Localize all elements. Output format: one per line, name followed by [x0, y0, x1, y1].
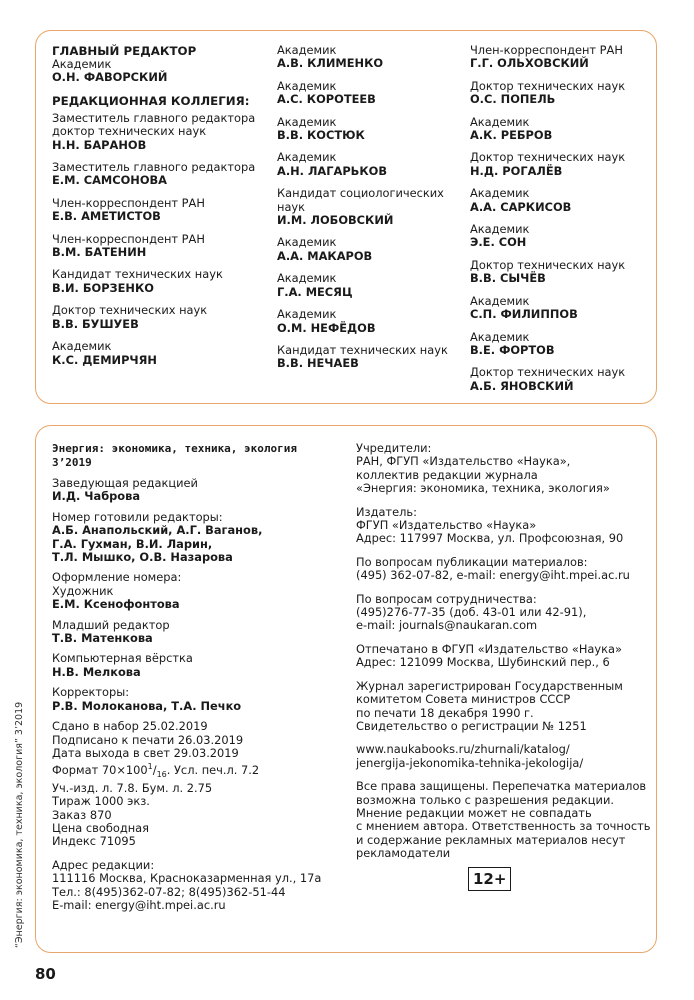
member-name: А.Б. ЯНОВСКИЙ — [470, 378, 574, 393]
member-title: Член-корреспондент РАН — [470, 43, 623, 57]
chief-heading: ГЛАВНЫЙ РЕДАКТОР — [52, 44, 197, 58]
member-title: Заместитель главного редактора — [52, 160, 256, 175]
artist-label: Художник — [52, 583, 114, 598]
chief-editor — [52, 58, 277, 85]
artist-name: Е.М. Ксенофонтова — [52, 597, 180, 612]
member-name: О.М. НЕФЁДОВ — [277, 320, 376, 335]
printed-line: Адрес: 121099 Москва, Шубинский пер., 6 — [356, 655, 610, 670]
print-run: Тираж 1000 экз. — [52, 794, 150, 809]
release-date: Дата выхода в свет 29.03.2019 — [52, 745, 239, 760]
rights-notice — [356, 780, 654, 860]
board-member — [277, 80, 467, 107]
managing-editor-label: Заведующая редакцией — [52, 476, 198, 490]
member-title: Академик — [277, 114, 337, 129]
address-line: 111116 Москва, Красноказарменная ул., 17а — [52, 871, 322, 886]
website — [356, 743, 654, 770]
junior-editor-label: Младший редактор — [52, 617, 170, 632]
member-name: В.В. НЕЧАЕВ — [277, 356, 359, 371]
member-name: И.М. ЛОБОВСКИЙ — [277, 213, 394, 228]
correctors-names: Р.В. Молоканова, Т.А. Печко — [52, 698, 242, 713]
member-name: Е.В. АМЕТИСТОВ — [52, 209, 161, 224]
member-name: Е.М. САМСОНОВА — [52, 173, 168, 188]
correctors — [52, 686, 352, 713]
printed-line: Отпечатано в ФГУП «Издательство «Наука» — [356, 641, 622, 656]
board-member — [52, 304, 277, 331]
publisher-sheets: Уч.-изд. л. 7.8. Бум. л. 2.75 — [52, 780, 213, 795]
registration-line: Журнал зарегистрирован Государственным — [356, 678, 623, 693]
subscription-index: Индекс 71095 — [52, 834, 136, 849]
member-name: В.В. КОСТЮК — [277, 128, 365, 143]
issue-editors-line: А.Б. Анапольский, А.Г. Ваганов, — [52, 523, 263, 538]
junior-editor-name: Т.В. Матенкова — [52, 631, 153, 646]
board-member — [470, 44, 655, 71]
board-member — [52, 233, 277, 260]
layout-designer — [52, 652, 352, 679]
member-title: Кандидат социологических наук — [277, 186, 444, 214]
member-name: О.Н. ФАВОРСКИЙ — [52, 70, 168, 85]
member-title: Доктор технических наук — [470, 78, 626, 93]
junior-editor — [52, 619, 352, 646]
managing-editor-name: И.Д. Чаброва — [52, 489, 141, 504]
publisher — [356, 506, 654, 546]
board-member — [470, 187, 655, 214]
board-member — [52, 161, 277, 188]
member-title: Академик — [470, 114, 530, 129]
registration — [356, 680, 654, 734]
correctors-label: Корректоры: — [52, 685, 130, 700]
cooperation-question: По вопросам сотрудничества: — [356, 591, 537, 606]
rights-line: рекламодатели — [356, 846, 451, 861]
board-member — [277, 187, 467, 227]
board-member — [277, 236, 467, 263]
member-title: Академик — [277, 235, 337, 250]
member-title: Академик — [277, 150, 337, 165]
founders — [356, 442, 654, 496]
email: E-mail: energy@iht.mpei.ac.ru — [52, 898, 226, 913]
member-name: А.В. КЛИМЕНКО — [277, 56, 384, 71]
member-name: О.С. ПОПЕЛЬ — [470, 92, 556, 107]
address-label: Адрес редакции: — [52, 857, 155, 872]
rights-line: Все права защищены. Перепечатка материалов — [356, 779, 647, 794]
price: Цена свободная — [52, 821, 149, 836]
member-name: А.С. КОРОТЕЕВ — [277, 92, 376, 107]
running-footer-vertical: “Энергия: экономика, техника, экология” 3’2019 — [14, 701, 25, 948]
rights-line: Мнение редакции может не совпадать — [356, 805, 592, 820]
member-name: В.М. БАТЕНИН — [52, 245, 147, 260]
format-suffix: . Усл. печ.л. 7.2 — [166, 763, 260, 778]
member-name: К.С. ДЕМИРЧЯН — [52, 352, 157, 367]
board-member — [470, 366, 655, 393]
member-name: В.В. СЫЧЁВ — [470, 271, 546, 286]
member-title: Академик — [470, 293, 530, 308]
member-title: Доктор технических наук — [470, 365, 626, 380]
member-name: В.В. БУШУЕВ — [52, 316, 139, 331]
board-member — [277, 151, 467, 178]
member-title: Академик — [277, 271, 337, 286]
member-title: Академик — [277, 307, 337, 322]
member-title: Академик — [470, 186, 530, 201]
journal-title-block — [52, 442, 352, 470]
page-number: 80 — [35, 965, 56, 983]
board-member — [470, 259, 655, 286]
printed-at — [356, 643, 654, 670]
board-member — [470, 116, 655, 143]
board-member — [277, 272, 467, 299]
publisher-label: Издатель: — [356, 504, 417, 519]
age-rating-badge: 12+ — [468, 867, 511, 891]
member-title: Доктор технических наук — [470, 257, 626, 272]
publication-question: По вопросам публикации материалов: — [356, 554, 588, 569]
editorial-column-2 — [277, 44, 467, 380]
member-title: Кандидат технических наук — [52, 267, 223, 282]
member-title: Академик — [52, 57, 112, 71]
imprint-box — [35, 425, 657, 953]
member-name: Г.А. МЕСЯЦ — [277, 284, 353, 299]
member-title: Академик — [277, 78, 337, 93]
editorial-column-3 — [470, 44, 655, 402]
editorial-board-box — [35, 30, 657, 404]
rights-line: возможна только с разрешения редакции. — [356, 792, 614, 807]
board-member — [52, 340, 277, 367]
board-member-list — [52, 112, 277, 367]
founders-line: «Энергия: экономика, техника, экология» — [356, 481, 610, 496]
founders-line: РАН, ФГУП «Издательство «Наука», — [356, 454, 571, 469]
registration-line: комитетом Совета министров СССР — [356, 692, 571, 707]
publication-contacts — [356, 556, 654, 583]
signed-date: Подписано к печати 26.03.2019 — [52, 732, 244, 747]
board-member — [277, 344, 467, 371]
imprint-left-column — [52, 442, 352, 912]
publication-contact: (495) 362-07-82, e-mail: energy@iht.mpei.ac.ru — [356, 568, 630, 583]
rights-line: с мнением автора. Ответственность за точность — [356, 819, 651, 834]
cooperation-phones: (495)276-77-35 (доб. 43-01 или 42-91), — [356, 605, 587, 620]
format-prefix: Формат 70×100 — [52, 763, 148, 778]
board-member — [470, 80, 655, 107]
member-name: Г.Г. ОЛЬХОВСКИЙ — [470, 56, 589, 71]
board-member — [277, 116, 467, 143]
issue-editors — [52, 511, 352, 565]
format-sub: 16 — [156, 770, 167, 780]
member-title: Академик — [52, 339, 112, 354]
member-title: Академик — [470, 222, 530, 237]
member-name: Н.Н. БАРАНОВ — [52, 137, 147, 152]
website-url-line: jenergija-jekonomika-tehnika-jekologija/ — [356, 755, 584, 770]
member-name: Н.Д. РОГАЛЁВ — [470, 163, 563, 178]
founders-label: Учредители: — [356, 441, 432, 455]
member-title: Член-корреспондент РАН — [52, 195, 205, 210]
imprint-right-column — [356, 442, 654, 891]
member-name: С.П. ФИЛИППОВ — [470, 307, 578, 322]
issue-editors-label: Номер готовили редакторы: — [52, 509, 223, 524]
editorial-column-1 — [52, 44, 277, 376]
issue-editors-line: Т.Л. Мышко, О.В. Назарова — [52, 550, 233, 565]
publisher-name: ФГУП «Издательство «Наука» — [356, 518, 537, 533]
typeset-date: Сдано в набор 25.02.2019 — [52, 719, 208, 734]
member-title: Член-корреспондент РАН — [52, 231, 205, 246]
managing-editor — [52, 477, 352, 504]
member-title: Академик — [470, 329, 530, 344]
board-member — [470, 331, 655, 358]
editorial-address — [52, 859, 352, 913]
member-title: Доктор технических наук — [52, 303, 208, 318]
member-name: А.А. САРКИСОВ — [470, 199, 572, 214]
member-title: Доктор технических наук — [470, 150, 626, 165]
board-heading: РЕДАКЦИОННАЯ КОЛЛЕГИЯ: — [52, 93, 250, 108]
rights-line: и содержание рекламных материалов несут — [356, 832, 626, 847]
board-member — [52, 268, 277, 295]
format-slash: / — [152, 763, 157, 778]
board-member — [470, 151, 655, 178]
order-number: Заказ 870 — [52, 807, 112, 822]
member-name: А.А. МАКАРОВ — [277, 248, 373, 263]
board-member — [52, 197, 277, 224]
layout-designer-name: Н.В. Мелкова — [52, 664, 141, 679]
member-title: Академик — [277, 43, 337, 57]
registration-line: по печати 18 декабря 1990 г. — [356, 705, 534, 720]
artist — [52, 585, 352, 612]
board-member — [52, 112, 277, 152]
cooperation-email: e-mail: journals@naukaran.com — [356, 618, 538, 633]
format-line — [52, 760, 352, 781]
member-title: Заместитель главного редактора доктор технических наук — [52, 110, 256, 139]
member-title: Кандидат технических наук — [277, 342, 448, 357]
format-sup: 1 — [147, 762, 153, 772]
layout-designer-label: Компьютерная вёрстка — [52, 651, 193, 666]
board-member — [470, 223, 655, 250]
board-member — [277, 44, 467, 71]
registration-line: Свидетельство о регистрации № 1251 — [356, 718, 587, 733]
website-url-line: www.naukabooks.ru/zhurnali/katalog/ — [356, 742, 570, 757]
member-name: А.К. РЕБРОВ — [470, 128, 553, 143]
board-member — [277, 308, 467, 335]
member-name: В.Е. ФОРТОВ — [470, 342, 555, 357]
founders-line: коллектив редакции журнала — [356, 467, 538, 482]
member-name: В.И. БОРЗЕНКО — [52, 280, 154, 295]
publisher-address: Адрес: 117997 Москва, ул. Профсоюзная, 90 — [356, 531, 624, 546]
member-name: А.Н. ЛАГАРЬКОВ — [277, 163, 388, 178]
board-member — [470, 295, 655, 322]
print-details — [52, 720, 352, 849]
journal-title: Энергия: экономика, техника, экология — [52, 442, 298, 455]
journal-issue: 3’2019 — [52, 456, 92, 469]
design-label: Оформление номера: — [52, 570, 182, 585]
issue-editors-line: Г.А. Гухман, В.И. Ларин, — [52, 536, 213, 551]
member-name: Э.Е. СОН — [470, 235, 527, 250]
cooperation-contacts — [356, 593, 654, 633]
phones: Тел.: 8(495)362-07-82; 8(495)362-51-44 — [52, 884, 286, 899]
